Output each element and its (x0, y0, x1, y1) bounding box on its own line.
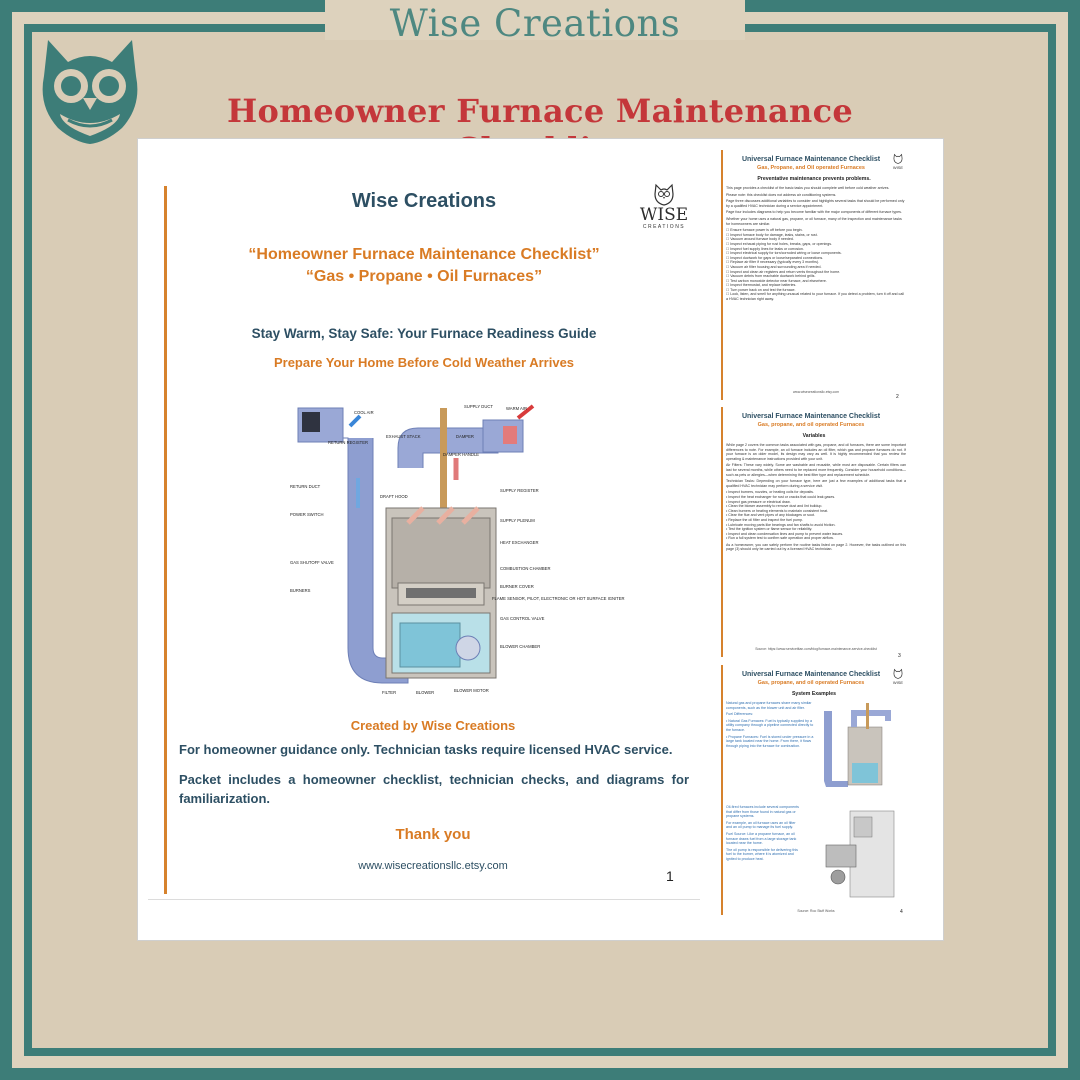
diagram-label: FILTER (382, 690, 397, 695)
page-number: 4 (900, 909, 903, 915)
accent-bar (721, 407, 723, 657)
note: Fuel Source: Like a propane furnace, an oil furnace draws fuel from a large storage tank located near the home. (726, 831, 797, 846)
checklist-item: ☐ Ensure furnace power is off before you begin. (726, 228, 803, 233)
gas-furnace-diagram (818, 701, 898, 791)
owl-icon (893, 669, 903, 679)
brand-title: Wise Creations (389, 2, 681, 45)
checklist-item: ☐ Inspect exhaust piping for rust holes, breaks, gaps, or openings. (726, 241, 833, 246)
technician-task: • Clear the flue and vent pipes of any blockages or soot. (726, 513, 815, 518)
page-2-body (726, 186, 906, 302)
checklist-item: ☐ Vacuum around furnace body if needed. (726, 237, 794, 242)
page-2-url: www.wisecreationsllc.etsy.com (792, 390, 840, 394)
page-3-source: Source: https://www.servicetitan.com/blog/furnace-maintenance-service-checklist (755, 647, 877, 651)
technician-task: • Inspect and clean condensation lines and pump to prevent water issues. (726, 531, 844, 536)
intro-text: Whether your home uses a natural gas, propane, or oil furnace, many of the inspection and maintenance tasks for homeowners are similar. (726, 216, 902, 226)
page-4-heading: System Examples (791, 691, 837, 697)
technician-task: • Inspect burners, nozzles, or heating coils for deposits. (726, 490, 814, 495)
page-4-source: Source: Roo Stuff Works (797, 909, 835, 913)
diagram-label: POWER SWITCH (290, 512, 324, 517)
accent-bar (721, 665, 723, 915)
page-title: Homeowner Furnace Maintenance (226, 92, 854, 130)
note: Oil-fired furnaces include several components that differ from those found in natural gas or propane systems. (726, 805, 799, 819)
diagram-label: DAMPER (456, 434, 474, 439)
gas-propane-notes (726, 701, 818, 750)
diagram-label: COMBUSTION CHAMBER (500, 566, 551, 571)
packet-note: Packet includes a homeowner checklist, technician checks, and diagrams for familiarization. (179, 772, 689, 806)
logo-word: WISE (639, 205, 689, 225)
diagram-label: RETURN REGISTER (328, 440, 369, 445)
page-2-preview (718, 150, 910, 405)
paragraph: Air Filters: These vary widely. Some are washable and reusable, while most are disposable. Certain filters can last for several months, while others need to be replaced more frequently. Consider your household conditions—such as pets or allergies—when determining the best filter type and replacement schedule. (726, 463, 906, 477)
note: • Propane Furnaces: Fuel is stored under pressure in a large tank located near the home. From there, it flows through piping into the furnace for combustion. (726, 734, 814, 748)
checklist-item: ☐ Test carbon monoxide detector near furnace, and elsewhere. (726, 278, 827, 283)
page-2-subtitle: Gas, Propane, and Oil operated Furnaces (757, 165, 865, 171)
checklist-item: ☐ Inspect furnace body for damage, leaks, stains, or rust. (726, 232, 818, 237)
note: Natural gas and propane furnaces share many similar components, such as the blower unit and air filter. (726, 701, 812, 710)
thank-you: Thank you (395, 826, 471, 843)
diagram-label: DRAFT HOOD (380, 494, 408, 499)
checklist-item: ☐ Inspect ductwork for gaps or loose/separated connections. (726, 255, 824, 260)
note: For example, an oil furnace uses an oil filter and an oil pump to manage its fuel supply. (726, 820, 796, 830)
technician-task: • Inspect gas pressure or electrical draw. (726, 499, 791, 504)
sub-tagline: Prepare Your Home Before Cold Weather Arrives (273, 355, 575, 370)
page-1-preview (148, 180, 700, 900)
logo-word: WISE (892, 680, 904, 685)
diagram-label: SUPPLY DUCT (464, 404, 493, 409)
intro-text: Page four includes diagrams to help you become familiar with the major components of different furnace types. (726, 210, 902, 215)
wise-logo (636, 184, 692, 230)
page-3-title: Universal Furnace Maintenance Checklist (741, 413, 881, 420)
furnace-diagram (288, 398, 625, 698)
page-4-preview (718, 665, 910, 921)
checklist-item: ☐ Look, listen, and smell for anything unusual related to your furnace. If you detect a problem, turn it off and call a HVAC technician right away. (726, 292, 904, 302)
page-number: 3 (898, 653, 901, 659)
diagram-label: EXHAUST STACK (386, 434, 421, 439)
closing-note: As a homeowner, you can safely perform the routine tasks listed on page 2. However, the tasks outlined on this page (3) should only be carried out by a licensed HVAC technician. (726, 542, 906, 552)
note: The oil pump is responsible for delivering this fuel to the burner, where it is atomized and ignited to produce heat. (726, 847, 798, 861)
technician-task: • Lubricate moving parts like bearings and fan shafts to avoid friction. (726, 522, 836, 527)
diagram-label: SUPPLY PLENUM (500, 518, 535, 523)
page-number: 2 (896, 394, 899, 400)
page-3-subtitle: Gas, propane, and oil operated Furnaces (757, 422, 865, 428)
page-4-subtitle: Gas, propane, and oil operated Furnaces (757, 680, 865, 686)
checklist-item: ☐ Vacuum debris from reachable ductwork behind grills. (726, 274, 816, 279)
page-3-preview (718, 407, 910, 663)
page-4-title: Universal Furnace Maintenance Checklist (741, 671, 881, 678)
oil-notes (726, 805, 802, 864)
shop-url: www.wisecreationsllc.etsy.com (358, 860, 508, 872)
page-2-title: Universal Furnace Maintenance Checklist (741, 156, 881, 163)
owl-logo-icon (38, 36, 142, 144)
owl-icon (893, 154, 903, 164)
technician-task: • Run a full system test to confirm safe operation and proper airflow. (726, 536, 834, 541)
page-3-heading: Variables (802, 433, 826, 439)
diagram-label: HEAT EXCHANGER (500, 540, 539, 545)
diagram-label: BURNER COVER (500, 584, 534, 589)
diagram-label: BLOWER CHAMBER (500, 644, 541, 649)
guidance-note: For homeowner guidance only. Technician tasks require licensed HVAC service. (179, 742, 673, 757)
intro-text: This page provides a checklist of the basic tasks you should complete well before cold weather arrives. (726, 186, 890, 190)
technician-task: • Clean burners or heating elements to maintain consistent heat. (726, 508, 829, 513)
logo-sub: CREATIONS (642, 224, 686, 230)
diagram-label: GAS SHUTOFF VALVE (290, 560, 334, 565)
diagram-label: RETURN DUCT (290, 484, 321, 489)
note: Fuel Differences: (726, 712, 754, 717)
logo-word: WISE (892, 165, 904, 170)
technician-task: • Replace the oil filter and inspect the fuel pump. (726, 517, 803, 522)
oil-furnace-diagram (814, 805, 900, 901)
diagram-label: BURNERS (290, 588, 311, 593)
page-number: 1 (666, 868, 674, 884)
page-1-brand: Wise Creations (351, 190, 497, 212)
paragraph: While page 2 covers the common tasks associated with gas, propane, and oil furnaces, there are some important differences to note. For example, an oil furnace includes an oil filter, which gas and propane furnaces do not. If your furnace is an older model, its design may vary as well. It is highly recommended that you review the operating & maintenance instructions provided with your unit. (726, 443, 906, 461)
checklist-item: ☐ Vacuum air filter housing and surrounding area if needed. (726, 264, 822, 269)
diagram-label: WARM AIR (506, 406, 528, 411)
accent-bar (721, 150, 723, 400)
checklist-title: “Homeowner Furnace Maintenance Checklist” (248, 246, 600, 263)
wise-logo (888, 669, 908, 685)
diagram-label: GAS CONTROL VALVE (500, 616, 545, 621)
note: • Natural Gas Furnaces: Fuel is typically supplied by a utility company through a pipeline connected directly to the furnace. (726, 718, 814, 732)
intro-text: Please note: this checklist does not address air conditioning systems. (726, 192, 837, 197)
checklist-item: ☐ Inspect electrical supply for torn/corroded wiring or loose components. (726, 251, 842, 256)
page-2-heading: Preventative maintenance prevents problems. (757, 176, 871, 182)
checklist-item: ☐ Inspect thermostat, and replace batteries. (726, 283, 797, 288)
paragraph: Technician Tasks: Depending on your furnace type, here are just a few examples of additional tasks that a qualified HVAC technician may perform during a service visit. (726, 479, 906, 488)
intro-text: Page three discusses additional variables to consider and highlights several tasks that should be performed only by a qualified HVAC technician during a service appointment. (726, 199, 905, 208)
diagram-label: BLOWER MOTOR (454, 688, 489, 693)
checklist-item: ☐ Replace air filter if necessary (typically every 3 months). (726, 260, 820, 265)
page-3-body (726, 443, 906, 554)
owl-icon (653, 184, 675, 206)
diagram-label: COOL AIR (354, 410, 374, 415)
created-by: Created by Wise Creations (350, 718, 516, 733)
diagram-label: SUPPLY REGISTER (500, 488, 539, 493)
technician-task: • Inspect the heat exchanger for rust or cracks that could leak gases. (726, 494, 836, 499)
diagram-label: FLAME SENSOR, PILOT, ELECTRONIC OR HOT SURFACE IGNITER (492, 596, 625, 601)
wise-logo (888, 154, 908, 170)
tagline: Stay Warm, Stay Safe: Your Furnace Readiness Guide (251, 326, 597, 341)
checklist-item: ☐ Turn power back on and test the furnace. (726, 287, 796, 292)
checklist-item: ☐ Inspect and clean air registers and return vents throughout the home. (726, 269, 841, 274)
diagram-label: BLOWER (416, 690, 435, 695)
checklist-item: ☐ Inspect fuel supply lines for leaks or corrosion. (726, 246, 804, 251)
technician-task: • Clean the blower assembly to remove dust and lint buildup. (726, 504, 823, 509)
accent-bar (164, 186, 167, 894)
technician-task: • Test the ignition system or flame sensor for reliability. (726, 527, 813, 532)
diagram-label: DAMPER HANDLE (443, 452, 480, 457)
fuel-types-title: “Gas • Propane • Oil Furnaces” (305, 268, 543, 285)
